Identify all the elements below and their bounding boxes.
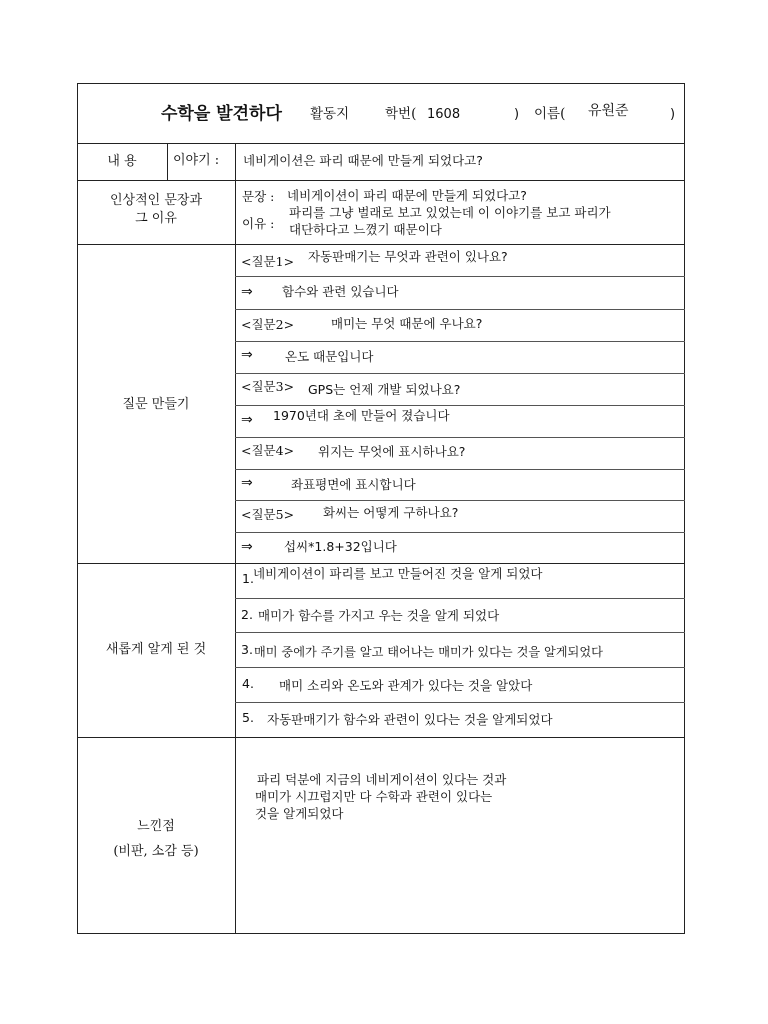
answer-arrow-3: ⇒ (241, 412, 253, 428)
question-label-1: <질문1> (241, 254, 295, 269)
learned-line (235, 598, 685, 599)
learned-num-4: 4. (242, 676, 254, 691)
page-title: 수학을 발견하다 (161, 104, 282, 124)
row-divider (77, 180, 685, 181)
learned-text-4: 매미 소리와 온도와 관계가 있다는 것을 알았다 (279, 678, 533, 693)
feelings-line2: 매미가 시끄럽지만 다 수학과 관련이 있다는 (255, 789, 493, 804)
question-text-4: 위지는 무엇에 표시하나요? (318, 444, 466, 459)
learned-line (235, 632, 685, 633)
question-line (235, 405, 685, 406)
question-text-2: 매미는 무엇 때문에 우나요? (331, 316, 483, 331)
question-line (235, 341, 685, 342)
feelings-line1: 파리 덕분에 지금의 네비게이션이 있다는 것과 (257, 772, 507, 787)
learned-num-2: 2. (241, 607, 253, 622)
question-line (235, 276, 685, 277)
learned-num-5: 5. (242, 710, 254, 725)
learned-line (235, 667, 685, 668)
learned-line (235, 702, 685, 703)
learned-text-5: 자동판매기가 함수와 관련이 있다는 것을 알게되었다 (267, 712, 553, 727)
impressive-label (77, 192, 235, 227)
feelings-label-line2: (비판, 소감 등) (113, 843, 199, 859)
learned-num-1: 1. (242, 571, 254, 586)
question-label-3: <질문3> (241, 379, 295, 394)
student-name-value: 유원준 (588, 103, 629, 119)
question-text-5: 화씨는 어떻게 구하나요? (323, 505, 459, 520)
content-label: 내 용 (107, 154, 137, 169)
question-line (235, 373, 685, 374)
learned-text-3: 매미 중에가 주기를 알고 태어나는 매미가 있다는 것을 알게되었다 (254, 645, 603, 659)
student-name-label: 이름( (534, 106, 566, 122)
student-id-close: ) (514, 107, 520, 122)
row-divider (77, 244, 685, 245)
answer-text-2: 온도 때문입니다 (285, 349, 374, 364)
learned-text-1: 네비게이션이 파리를 보고 만들어진 것을 알게 되었다 (253, 566, 543, 581)
answer-arrow-5: ⇒ (241, 539, 253, 555)
questions-label: 질문 만들기 (122, 397, 190, 412)
impressive-label-line1: 인상적인 문장과 (109, 193, 203, 208)
story-value: 네비게이션은 파리 때문에 만들게 되었다고? (243, 153, 483, 168)
question-line (235, 532, 685, 533)
answer-text-1: 함수와 관련 있습니다 (282, 284, 399, 299)
row-divider (77, 737, 685, 738)
column-divider (235, 143, 236, 934)
answer-text-5: 섭씨*1.8+32입니다 (284, 539, 397, 554)
answer-arrow-2: ⇒ (241, 347, 253, 363)
learned-text-2: 매미가 함수를 가지고 우는 것을 알게 되었다 (258, 608, 500, 623)
question-line (235, 500, 685, 501)
learned-label: 새롭게 알게 된 것 (105, 642, 207, 657)
answer-text-4: 좌표평면에 표시합니다 (291, 477, 416, 492)
sentence-label: 문장 : (242, 189, 275, 204)
content-inner-divider (167, 143, 168, 180)
impressive-label-line2: 그 이유 (135, 210, 177, 226)
student-id-label: 학번( (385, 106, 417, 122)
row-divider (77, 143, 685, 144)
answer-arrow-4: ⇒ (241, 475, 253, 491)
reason-line2: 대단하다고 느꼈기 때문이다 (289, 222, 442, 237)
student-id-value: 1608 (427, 107, 461, 122)
feelings-label-line1: 느낀점 (137, 819, 175, 834)
page-subtitle: 활동지 (310, 106, 350, 122)
question-label-2: <질문2> (241, 317, 295, 332)
feelings-label (77, 815, 235, 864)
question-line (235, 309, 685, 310)
sentence-value: 네비게이션이 파리 때문에 만들게 되었다고? (287, 188, 527, 203)
answer-text-3: 1970년대 초에 만들어 졌습니다 (273, 408, 450, 423)
question-text-1: 자동판매기는 무엇과 관련이 있나요? (308, 249, 508, 264)
question-label-4: <질문4> (241, 443, 295, 458)
question-label-5: <질문5> (241, 507, 295, 522)
question-text-3: GPS는 언제 개발 되었나요? (308, 382, 461, 397)
student-name-close: ) (670, 107, 676, 122)
feelings-line3: 것을 알게되었다 (255, 806, 344, 821)
question-line (235, 469, 685, 470)
learned-num-3: 3. (241, 642, 253, 657)
row-divider (77, 563, 685, 564)
answer-arrow-1: ⇒ (241, 284, 253, 300)
story-label: 이야기 : (173, 153, 220, 168)
question-line (235, 437, 685, 438)
reason-line1: 파리를 그냥 벌래로 보고 있었는데 이 이야기를 보고 파리가 (289, 205, 611, 220)
reason-label: 이유 : (242, 216, 275, 231)
